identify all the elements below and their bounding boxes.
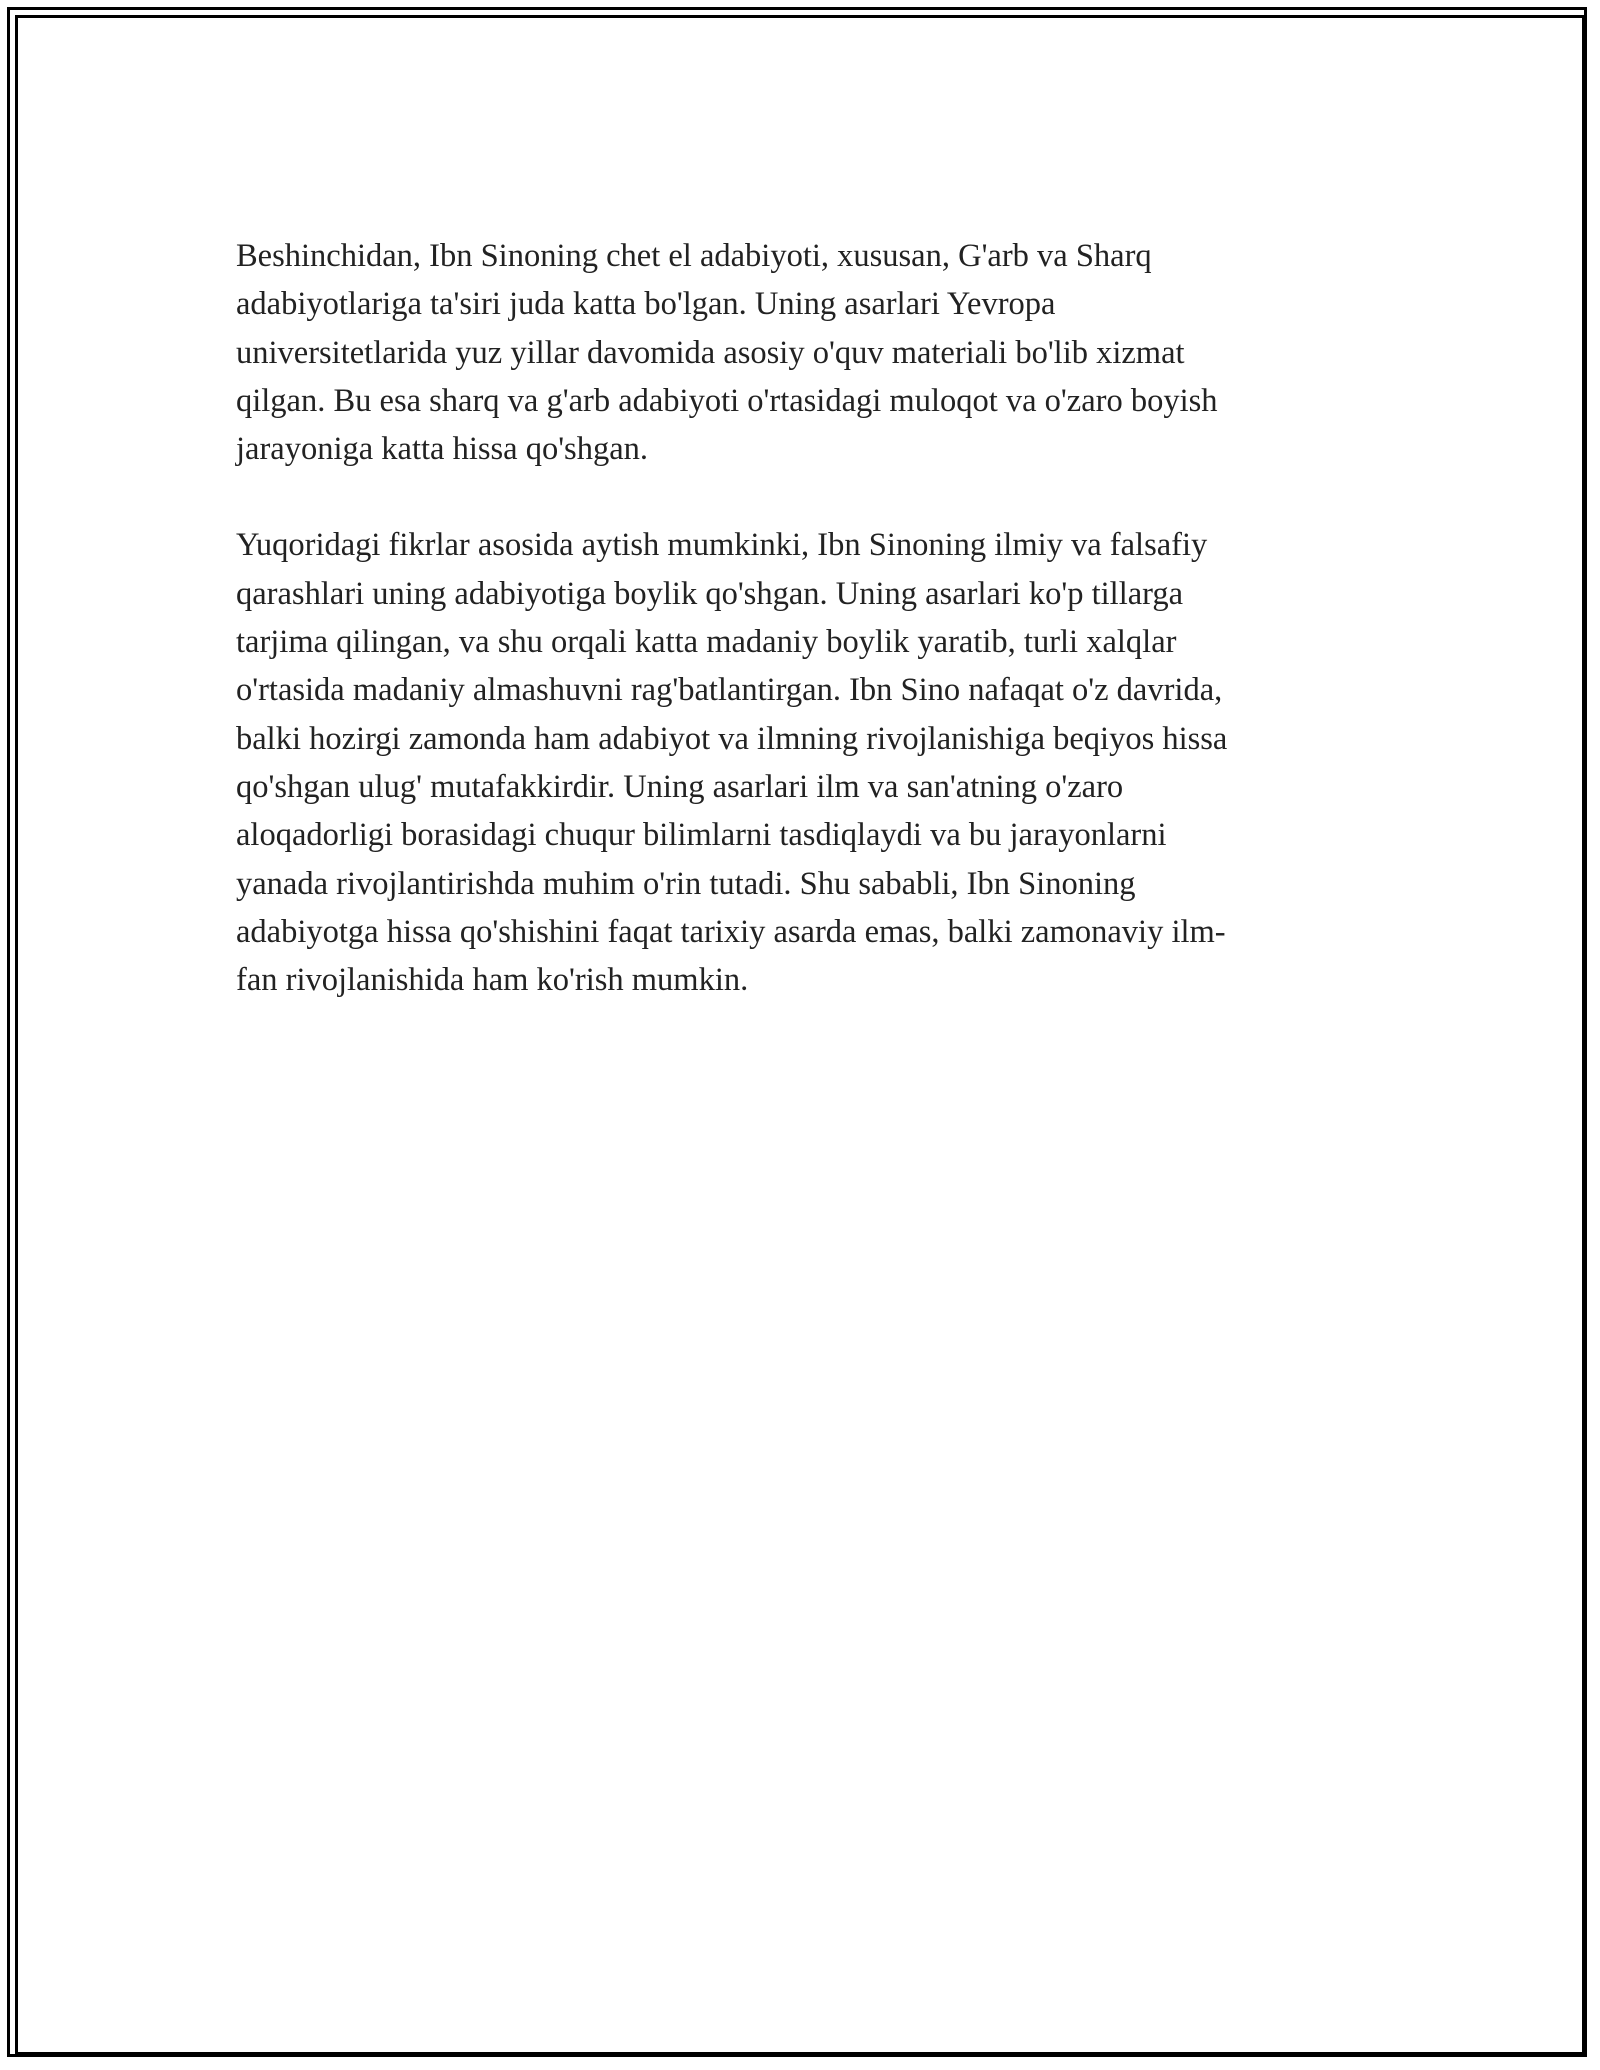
text-line: tarjima qilingan, va shu orqali katta madaniy boylik yaratib, turli xalqlar [236,624,1177,661]
text-line: yanada rivojlantirishda muhim o'rin tutadi. Shu sababli, Ibn Sinoning [236,865,1136,902]
text-line: adabiyotlariga ta'siri juda katta bo'lgan. Uning asarlari Yevropa [236,286,1056,323]
paragraph-2 [236,521,1366,1004]
text-line: adabiyotga hissa qo'shishini faqat tarixiy asarda emas, balki zamonaviy ilm- [236,913,1226,950]
text-line: Beshinchidan, Ibn Sinoning chet el adabiyoti, xususan, G'arb va Sharq [236,238,1152,274]
text-line: o'rtasida madaniy almashuvni rag'batlantirgan. Ibn Sino nafaqat o'z davrida, [236,672,1223,709]
text-line: jarayoniga katta hissa qo'shgan. [236,431,648,468]
text-line: balki hozirgi zamonda ham adabiyot va ilmning rivojlanishiga beqiyos hissa [236,720,1228,757]
text-line: qilgan. Bu esa sharq va g'arb adabiyoti o'rtasidagi muloqot va o'zaro boyish [236,382,1218,419]
text-line: aloqadorligi borasidagi chuqur bilimlarni tasdiqlaydi va bu jarayonlarni [236,817,1167,854]
text-line: Yuqoridagi fikrlar asosida aytish mumkinki, Ibn Sinoning ilmiy va falsafiy [236,527,1208,564]
text-line: qo'shgan ulug' mutafakkirdir. Uning asarlari ilm va san'atning o'zaro [236,768,1124,805]
text-line: fan rivojlanishida ham ko'rish mumkin. [236,962,749,999]
paragraph-1 [236,232,1366,473]
document-body [236,232,1366,1052]
text-line: qarashlari uning adabiyotiga boylik qo'shgan. Uning asarlari ko'p tillarga [236,575,1184,612]
text-line: universitetlarida yuz yillar davomida asosiy o'quv materiali bo'lib xizmat [236,334,1185,371]
